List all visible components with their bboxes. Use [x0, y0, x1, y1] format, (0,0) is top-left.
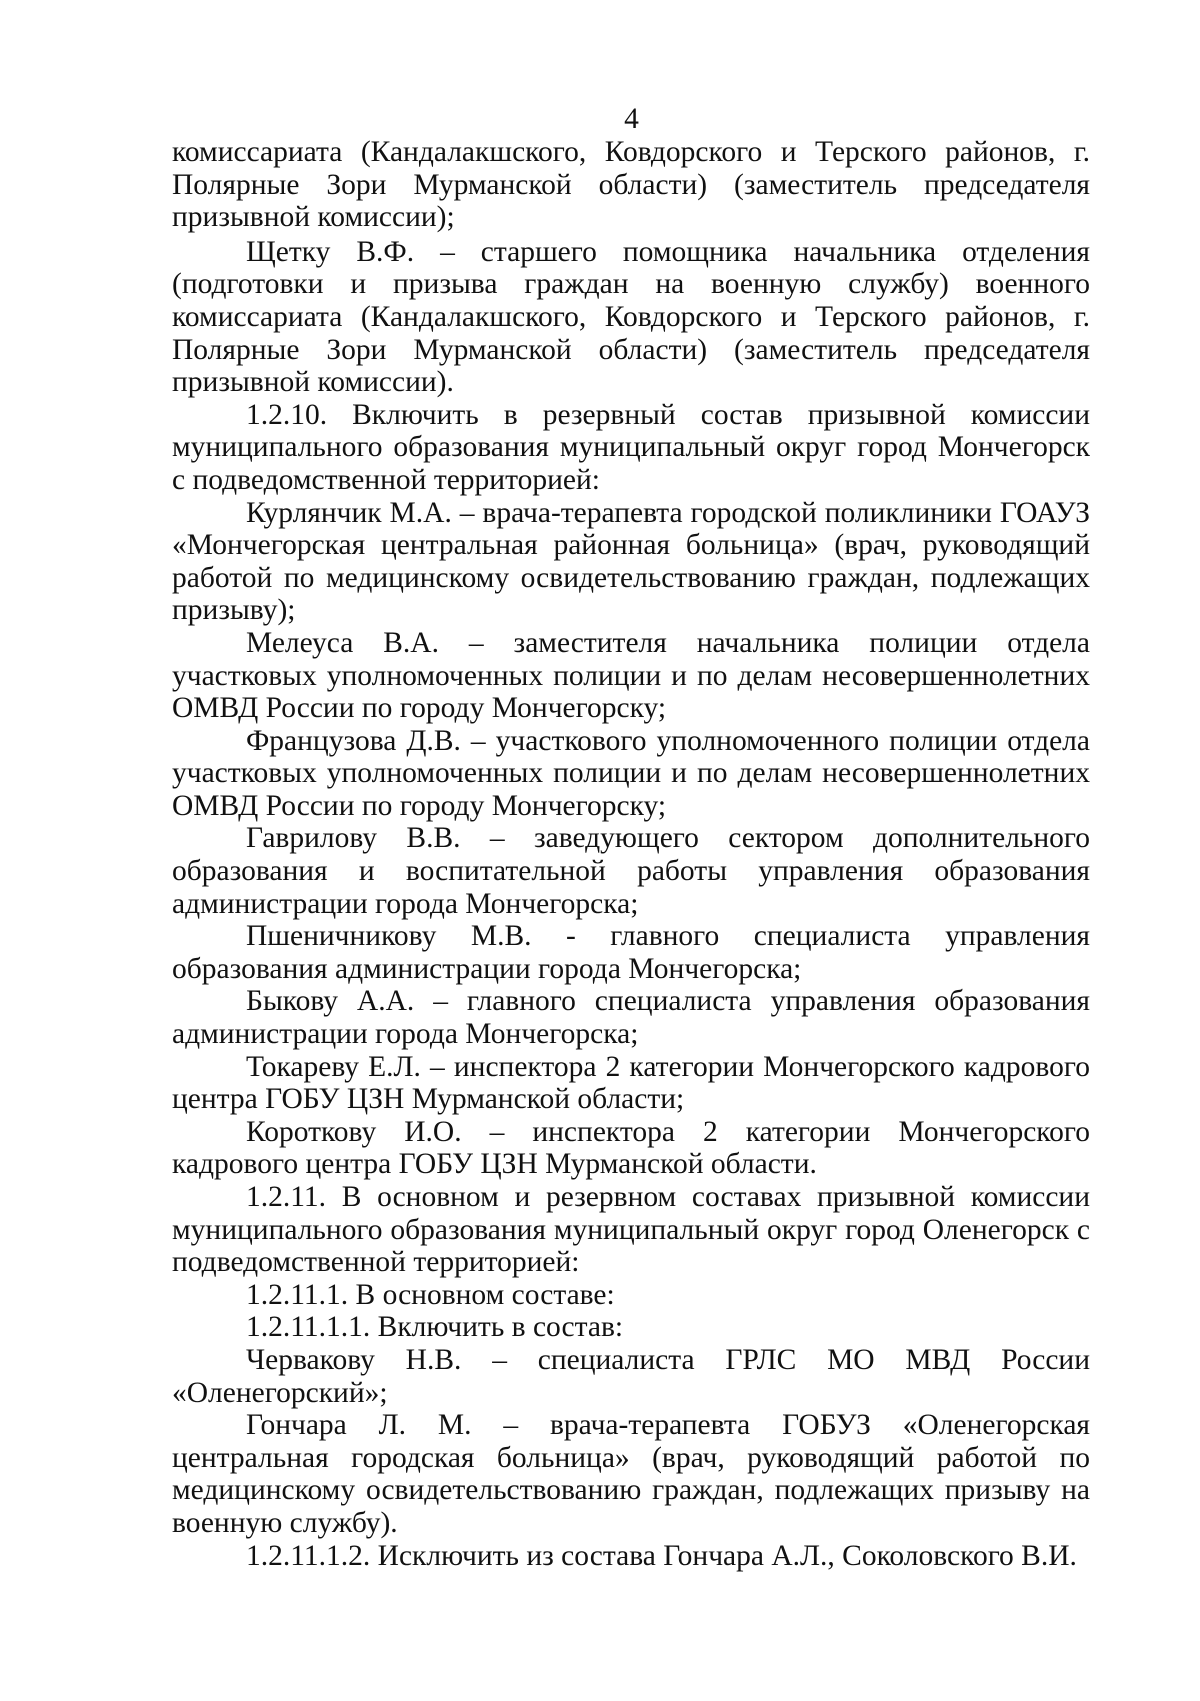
- paragraph-shchetku: Щетку В.Ф. – старшего помощника начальника отделения (подготовки и призыва граждан на военную службу) военного комиссариата (Кандалакшского, Ковдорского и Терского районов, г. Полярные Зори Мурманской области) (заместитель председателя призывной комиссии).: [172, 235, 1090, 399]
- paragraph-korotkova: Короткову И.О. – инспектора 2 категории Мончегорского кадрового центра ГОБУ ЦЗН Мурманской области.: [172, 1115, 1090, 1181]
- paragraph-1-2-11: 1.2.11. В основном и резервном составах призывной комиссии муниципального образования муниципальный округ город Оленегорск с подведомственной территорией:: [172, 1181, 1090, 1279]
- paragraph-continuation: комиссариата (Кандалакшского, Ковдорского и Терского районов, г. Полярные Зори Мурманской области) (заместитель председателя призывной комиссии);: [172, 136, 1090, 234]
- paragraph-bykova: Быкову А.А. – главного специалиста управления образования администрации города Мончегорска;: [172, 985, 1090, 1051]
- paragraph-pshenichnikova: Пшеничникову М.В. - главного специалиста управления образования администрации города Мончегорска;: [172, 920, 1090, 985]
- paragraph-goncharа-lm: Гончара Л. М. – врача-терапевта ГОБУЗ «Оленегорская центральная городская больница» (врач, руководящий работой по медицинскому освидетельствованию граждан, подлежащих призыву на военную службу).: [172, 1409, 1090, 1539]
- page-number: 4: [624, 103, 639, 135]
- document-body: [172, 136, 1090, 1572]
- paragraph-1-2-11-1: 1.2.11.1. В основном составе:: [246, 1278, 615, 1311]
- paragraph-1-2-10: 1.2.10. Включить в резервный состав призывной комиссии муниципального образования муниципальный округ город Мончегорск с подведомственной территорией:: [172, 398, 1090, 496]
- paragraph-frantsuzova: Французова Д.В. – участкового уполномоченного полиции отдела участковых уполномоченных полиции и по делам несовершеннолетних ОМВД России по городу Мончегорску;: [172, 724, 1090, 822]
- paragraph-1-2-11-1-1: 1.2.11.1.1. Включить в состав:: [246, 1311, 624, 1344]
- paragraph-tokareva: Токареву Е.Л. – инспектора 2 категории Мончегорского кадрового центра ГОБУ ЦЗН Мурманской области;: [172, 1050, 1090, 1116]
- paragraph-kurlyanchik: Курлянчик М.А. – врача-терапевта городской поликлиники ГОАУЗ «Мончегорская центральная районная больница» (врач, руководящий работой по медицинскому освидетельствованию граждан, подлежащих призыву);: [172, 496, 1090, 627]
- paragraph-gavrilova: Гаврилову В.В. – заведующего сектором дополнительного образования и воспитательной работы управления образования администрации города Мончегорска;: [172, 822, 1090, 920]
- paragraph-chervakova: Червакову Н.В. – специалиста ГРЛС МО МВД России «Оленегорский»;: [172, 1343, 1090, 1409]
- paragraph-meleusa: Мелеуса В.А. – заместителя начальника полиции отдела участковых уполномоченных полиции и по делам несовершеннолетних ОМВД России по городу Мончегорску;: [172, 626, 1090, 725]
- paragraph-1-2-11-1-2: 1.2.11.1.2. Исключить из состава Гончара А.Л., Соколовского В.И.: [246, 1539, 1077, 1572]
